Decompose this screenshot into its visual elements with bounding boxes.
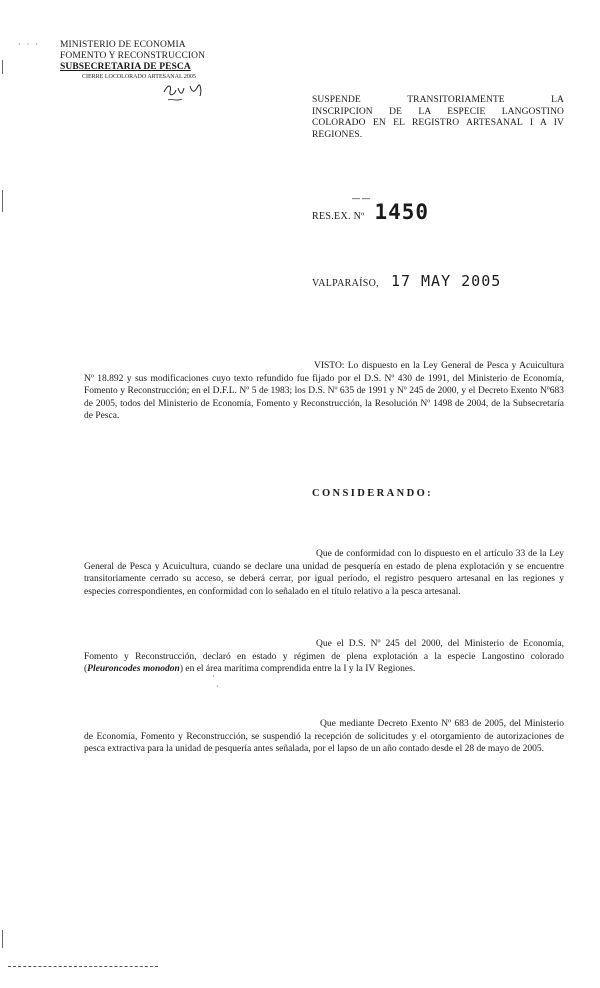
date-block bbox=[312, 272, 501, 290]
place-label: VALPARAÍSO, bbox=[312, 278, 379, 289]
paragraph-3-text: Que mediante Decreto Exento Nº 683 de 2005, del Ministerio de Economía, Fomento y Reconstrucción, se suspendió la recepción de solicitudes y el otorgamiento de autorizaciones de pesca extractiva para la unidad de pesquería antes señalada, por el lapso de un año contado desde el 28 de mayo de 2005. bbox=[84, 719, 564, 754]
subject-block bbox=[312, 95, 564, 141]
species-name: Pleuroncodes monodon bbox=[87, 664, 180, 674]
stroke-mark: — — bbox=[352, 194, 370, 203]
scan-specks: · · · bbox=[18, 40, 40, 49]
file-reference-line: CIERRE LOCOLORADO ARTESANAL 2005 bbox=[82, 74, 196, 80]
bottom-edge-dashes bbox=[8, 966, 158, 967]
letterhead bbox=[60, 40, 260, 81]
visto-paragraph bbox=[84, 360, 564, 423]
subject-word-1: SUSPENDE bbox=[312, 95, 361, 105]
paragraph-1-text: Que de conformidad con lo dispuesto en el artículo 33 de la Ley General de Pesca y Acuicultura, cuando se declare una unidad de pesquería en estado de plena explotación y se encuentre transitoriamente cerrado su acceso, se deberá cerrar, por igual período, el registro pesquero artesanal en las regiones y especies correspondientes, en conformidad con lo señalado en el título relativo a la pesca artesanal. bbox=[84, 549, 564, 597]
date-stamp: 17 MAY 2005 bbox=[390, 272, 502, 290]
considerando-paragraph-3 bbox=[84, 718, 564, 756]
scan-speck: · bbox=[212, 672, 215, 681]
margin-mark bbox=[2, 190, 3, 212]
subject-word-2: TRANSITORIAMENTE bbox=[407, 95, 505, 105]
margin-mark bbox=[2, 930, 3, 948]
visto-text: Lo dispuesto en la Ley General de Pesca y Acuicultura Nº 18.892 y sus modificaciones cuyo texto refundido fue fijado por el D.S. Nº 430 de 1991, del Ministerio de Economía, Fomento y Reconstrucción; en el D.F.L. Nº 5 de 1983; los D.S. Nº 635 de 1991 y Nº 245 de 2000, y el Decreto Exento Nº683 de 2005, todos del Ministerio de Economía, Fomento y Reconstrucción, la Resolución Nº 1498 de 2004, de la Subsecretaría de Pesca. bbox=[84, 361, 564, 421]
ministry-line-1: MINISTERIO DE ECONOMIA bbox=[60, 40, 186, 50]
visto-lead: VISTO: bbox=[314, 361, 345, 371]
resolution-label: RES.EX. Nº bbox=[312, 211, 365, 222]
subject-rest: INSCRIPCION DE LA ESPECIE LANGOSTINO COLORADO EN EL REGISTRO ARTESANAL I A IV REGIONES. bbox=[312, 106, 564, 140]
considerando-heading: CONSIDERANDO: bbox=[312, 488, 434, 499]
subsecretaria-line: SUBSECRETARIA DE PESCA bbox=[60, 62, 191, 72]
margin-mark bbox=[2, 60, 3, 74]
paragraph-2-text-a: Que el D.S. Nº 245 del 2000, del Ministerio de Economía, Fomento y Reconstrucción, declaró en estado y régimen de plena explotación a la especie Langostino colorado ( bbox=[84, 639, 564, 674]
considerando-paragraph-2 bbox=[84, 638, 564, 676]
scan-speck: · bbox=[216, 682, 219, 691]
resolution-number-block bbox=[312, 194, 430, 224]
subject-word-3: LA bbox=[551, 95, 564, 105]
handwritten-initials bbox=[160, 78, 220, 108]
paragraph-2-text-b: ) en el área marítima comprendida entre la I y la IV Regiones. bbox=[179, 664, 416, 674]
ministry-line-2: FOMENTO Y RECONSTRUCCION bbox=[60, 51, 206, 61]
considerando-paragraph-1 bbox=[84, 548, 564, 598]
resolution-number: 1450 bbox=[374, 200, 430, 224]
